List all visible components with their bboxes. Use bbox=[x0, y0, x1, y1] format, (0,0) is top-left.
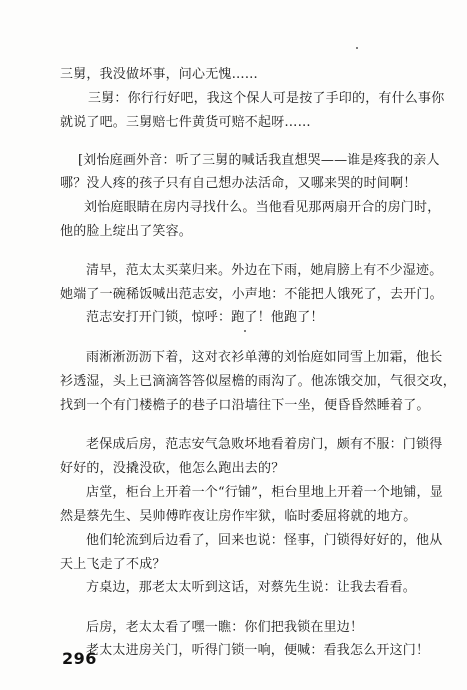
text-line: 就说了吧。三舅赔七件黄货可赔不起呀…… bbox=[60, 115, 311, 130]
text-line: 雨淅淅沥沥下着，这对衣衫单薄的刘怡庭如同雪上加霜，他长 bbox=[86, 350, 443, 365]
text-line: 哪？没人疼的孩子只有自己想办法活命，又哪来哭的时间啊！ bbox=[60, 176, 417, 191]
text-line: 她端了一碗稀饭喊出范志安，小声地：不能把人饿死了，去开门。 bbox=[60, 287, 443, 302]
text-line: 三舅，我没做坏事，问心无愧…… bbox=[60, 67, 259, 82]
text-line: 后房，老太太看了嘿一瞧：你们把我锁在里边！ bbox=[86, 620, 364, 635]
text-line: 老太太进房关门，听得门锁一响，便喊：看我怎么开这门！ bbox=[86, 643, 430, 658]
text-line: 然是蔡先生、吴帅傅昨夜让房作牢狱，临时委屈将就的地方。 bbox=[60, 509, 417, 524]
text-line: 他的脸上绽出了笑容。 bbox=[60, 224, 193, 239]
text-line: 好好的，没撬没砍，他怎么跑出去的？ bbox=[60, 461, 285, 476]
text-line: 找到一个有门楼檐子的巷子口沿墙往下一坐，便昏昏然睡着了。 bbox=[60, 398, 430, 413]
text-line: 衫透湿，头上已滴滴答答似屋檐的雨沟了。他冻饿交加，气很交攻， bbox=[60, 374, 457, 389]
text-line: 清早，范太太买菜归来。外边在下雨，她肩膀上有不少湿迹。 bbox=[86, 263, 443, 278]
text-line: 天上飞走了不成？ bbox=[60, 557, 166, 572]
text-line: 刘怡庭眼睛在房内寻找什么。当他看见那两扇开合的房门时， bbox=[84, 200, 441, 215]
text-line: 范志安打开门锁，惊呼：跑了！他跑了！ bbox=[86, 310, 324, 325]
scan-speck bbox=[356, 47, 358, 49]
text-line: 老保成后房，范志安气急败坏地看着房门，颇有不服：门锁得 bbox=[86, 437, 443, 452]
text-line: 方桌边，那老太太听到这话，对蔡先生说：让我去看看。 bbox=[86, 580, 417, 595]
text-line: 三舅：你行行好吧，我这个保人可是按了手印的，有什么事你 bbox=[88, 91, 445, 106]
text-line: 他们轮流到后边看了，回来也说：怪事，门锁得好好的，他从 bbox=[86, 533, 443, 548]
scan-speck bbox=[244, 330, 246, 332]
text-line: 店堂，柜台上开着一个“行铺”，柜台里地上开着一个地铺，显 bbox=[86, 485, 443, 500]
page-number: 296 bbox=[62, 649, 97, 668]
text-line: [刘怡庭画外音：听了三舅的喊话我直想哭——谁是疼我的亲人 bbox=[78, 153, 440, 168]
